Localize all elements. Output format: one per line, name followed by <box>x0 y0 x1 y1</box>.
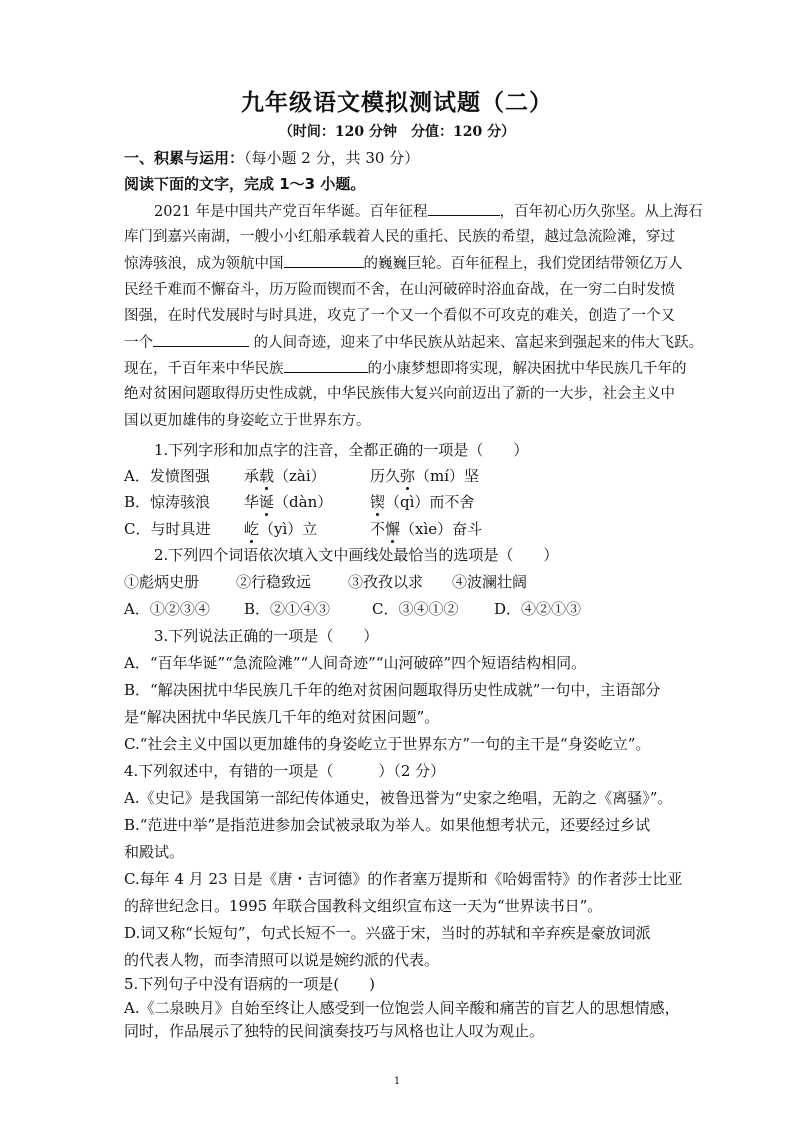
passage-line: 现在，千百年来中华民族 的小康梦想即将实现，解决困扰中华民族几千年的 <box>124 358 687 379</box>
page-number: 1 <box>393 1076 401 1087</box>
question-3-stem: 3.下列说法正确的一项是（ ） <box>154 627 379 645</box>
section-note: （每小题 2 分，共 30 分） <box>244 149 420 167</box>
passage-line: 民经千难而不懈奋斗，历万险而锲而不舍，在山河破碎时浴血奋战，在一穷二白时发愤 <box>124 282 675 298</box>
q3-option-c[interactable]: C.“社会主义中国以更加雄伟的身姿屹立于世界东方”一句的主干是“身姿屹立”。 <box>124 735 651 753</box>
q4-option-c[interactable]: C.每年 4 月 23 日是《唐・吉诃德》的作者塞万提斯和《哈姆雷特》的作者莎士比亚 <box>124 870 683 888</box>
q4-option-b[interactable]: B.“范进中举”是指范进参加会试被录取为举人。如果他想考状元，还要经过乡试 <box>124 816 651 834</box>
passage-line: 2021 年是中国共产党百年华诞。百年征程 ，百年初心历久弥坚。从上海石 <box>154 201 703 222</box>
q4-option-a[interactable]: A.《史记》是我国第一部纪传体通史，被鲁迅誉为“史家之绝唱，无韵之《离骚》”。 <box>124 789 673 807</box>
passage-line: 惊涛骇浪，成为领航中国 的巍巍巨轮。百年征程上，我们党团结带领亿万人 <box>124 253 683 274</box>
passage-line: 国以更加雄伟的身姿屹立于世界东方。 <box>124 413 371 429</box>
q2-option-c[interactable]: C．③④①② <box>372 600 459 618</box>
question-5-stem: 5.下列句子中没有语病的一项是( ) <box>124 975 376 993</box>
fill-blank-4 <box>284 358 368 373</box>
section-heading <box>124 148 419 168</box>
q3-option-a[interactable]: A．“百年华诞”“急流险滩”“人间奇迹”“山河破碎”四个短语结构相同。 <box>124 654 587 672</box>
reading-instruction: 阅读下面的文字，完成 1～3 小题。 <box>124 175 366 193</box>
q4-option-c-cont: 的辞世纪念日。1995 年联合国教科文组织宣布这一天为“世界读书日”。 <box>124 897 603 915</box>
q1-option-a[interactable]: A．发愤图强 承载（zài） 历久弥（mí）坚 <box>124 467 480 485</box>
q5-option-a[interactable]: A.《二泉映月》自始至终让人感受到一位饱尝人间辛酸和痛苦的盲艺人的思想情感， <box>124 999 680 1017</box>
passage-line: 一个 的人间奇迹，迎来了中华民族从站起来、富起来到强起来的伟大飞跃。 <box>124 332 703 353</box>
q4-option-b-cont: 和殿试。 <box>124 843 185 861</box>
fill-blank-2 <box>284 253 364 268</box>
q5-option-a-cont: 同时，作品展示了独特的民间演奏技巧与风格也让人叹为观止。 <box>124 1022 545 1040</box>
q2-options <box>124 599 581 619</box>
passage-line: 绝对贫困问题取得历史性成就，中华民族伟大复兴向前迈出了新的一大步，社会主义中 <box>124 386 675 402</box>
page-title: 九年级语文模拟测试题（二） <box>241 90 553 116</box>
q3-option-b-cont: 是“解决困扰中华民族几千年的绝对贫困问题”。 <box>124 708 440 726</box>
q1-option-c[interactable]: C．与时具进 屹（yì）立 不懈（xìe）奋斗 <box>124 520 483 538</box>
q4-option-d[interactable]: D.词又称“长短句”，句式长短不一。兴盛于宋，当时的苏轼和辛弃疾是豪放词派 <box>124 924 651 942</box>
q2-word-list: ①彪炳史册 ②行稳致远 ③孜孜以求 ④波澜壮阔 <box>124 573 528 591</box>
question-2-stem: 2.下列四个词语依次填入文中画线处最恰当的选项是（ ） <box>154 546 559 564</box>
passage-line: 图强，在时代发展时与时具进，攻克了一个又一个看似不可攻克的难关，创造了一个又 <box>124 308 675 324</box>
question-1-stem: 1.下列字形和加点字的注音，全都正确的一项是（ ） <box>154 441 529 459</box>
passage-line: 库门到嘉兴南湖，一艘小小红船承载着人民的重托、民族的希望，越过急流险滩，穿过 <box>124 229 675 245</box>
exam-info: （时间：120 分钟 分值：120 分） <box>278 124 516 140</box>
section-title: 一、积累与运用： <box>124 149 245 167</box>
q2-option-d[interactable]: D．④②①③ <box>494 600 582 618</box>
q3-option-b[interactable]: B．“解决困扰中华民族几千年的绝对贫困问题取得历史性成就”一句中，主语部分 <box>124 681 661 699</box>
q2-option-b[interactable]: B．②①④③ <box>244 600 331 618</box>
question-4-stem: 4.下列叙述中，有错的一项是（ ）（2 分） <box>124 762 446 780</box>
fill-blank-3 <box>153 332 249 347</box>
q4-option-d-cont: 的代表人物，而李清照可以说是婉约派的代表。 <box>124 951 440 969</box>
q2-option-a[interactable]: A．①②③④ <box>124 600 210 618</box>
fill-blank-1 <box>428 201 500 216</box>
q1-option-b[interactable]: B．惊涛骇浪 华诞（dàn） 锲（qì）而不舍 <box>124 493 475 511</box>
